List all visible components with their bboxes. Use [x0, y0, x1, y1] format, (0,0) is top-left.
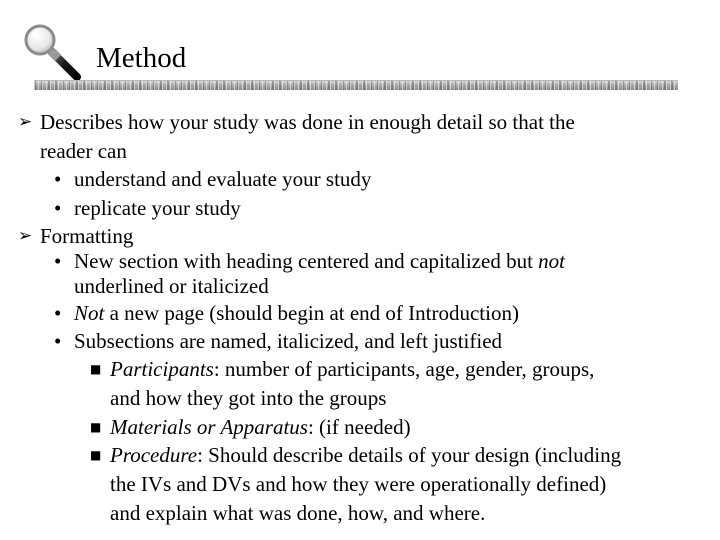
participants-line2: and how they got into the groups — [110, 386, 387, 410]
dot-bullet-icon: • — [54, 329, 62, 353]
square-bullet-icon: ■ — [90, 362, 102, 376]
participants-term: Participants — [110, 357, 214, 381]
new-section-text: New section with heading centered and capitalized but — [74, 249, 539, 273]
arrow-bullet-icon: ➢ — [18, 226, 33, 246]
bullet-describes-line2: reader can — [40, 139, 127, 163]
sub-bullet-new-section-line2: underlined or italicized — [74, 274, 269, 298]
materials-line — [110, 413, 411, 441]
bullet-formatting: Formatting — [40, 224, 134, 248]
not-new-page-text: a new page (should begin at end of Introduction) — [104, 301, 519, 325]
procedure-text: : Should describe details of your design (including — [197, 443, 622, 467]
sub-bullet-new-section-line1 — [74, 247, 565, 275]
dot-bullet-icon: • — [54, 301, 62, 325]
slide-title: Method — [96, 42, 187, 74]
arrow-bullet-icon: ➢ — [18, 112, 33, 132]
participants-text: : number of participants, age, gender, groups, — [213, 357, 595, 381]
materials-term: Materials or Apparatus — [110, 415, 308, 439]
sub-bullet-subsections: Subsections are named, italicized, and left justified — [74, 329, 503, 353]
sub-bullet-replicate: replicate your study — [74, 196, 241, 220]
sub-bullet-not-new-page — [74, 299, 519, 327]
not-emphasis: Not — [74, 301, 105, 325]
new-section-emphasis: not — [538, 249, 565, 273]
dot-bullet-icon: • — [54, 196, 62, 220]
procedure-term: Procedure — [110, 443, 198, 467]
sub-bullet-understand: understand and evaluate your study — [74, 167, 372, 191]
square-bullet-icon: ■ — [90, 448, 102, 462]
procedure-line1 — [110, 441, 621, 469]
dot-bullet-icon: • — [54, 167, 62, 191]
participants-line1 — [110, 355, 594, 383]
dot-bullet-icon: • — [54, 249, 62, 273]
bullet-describes-line1: Describes how your study was done in enough detail so that the — [40, 110, 575, 134]
procedure-line2: the IVs and DVs and how they were operationally defined) — [110, 472, 607, 496]
procedure-line3: and explain what was done, how, and where. — [110, 501, 486, 525]
materials-text: : (if needed) — [307, 415, 411, 439]
square-bullet-icon: ■ — [90, 420, 102, 434]
